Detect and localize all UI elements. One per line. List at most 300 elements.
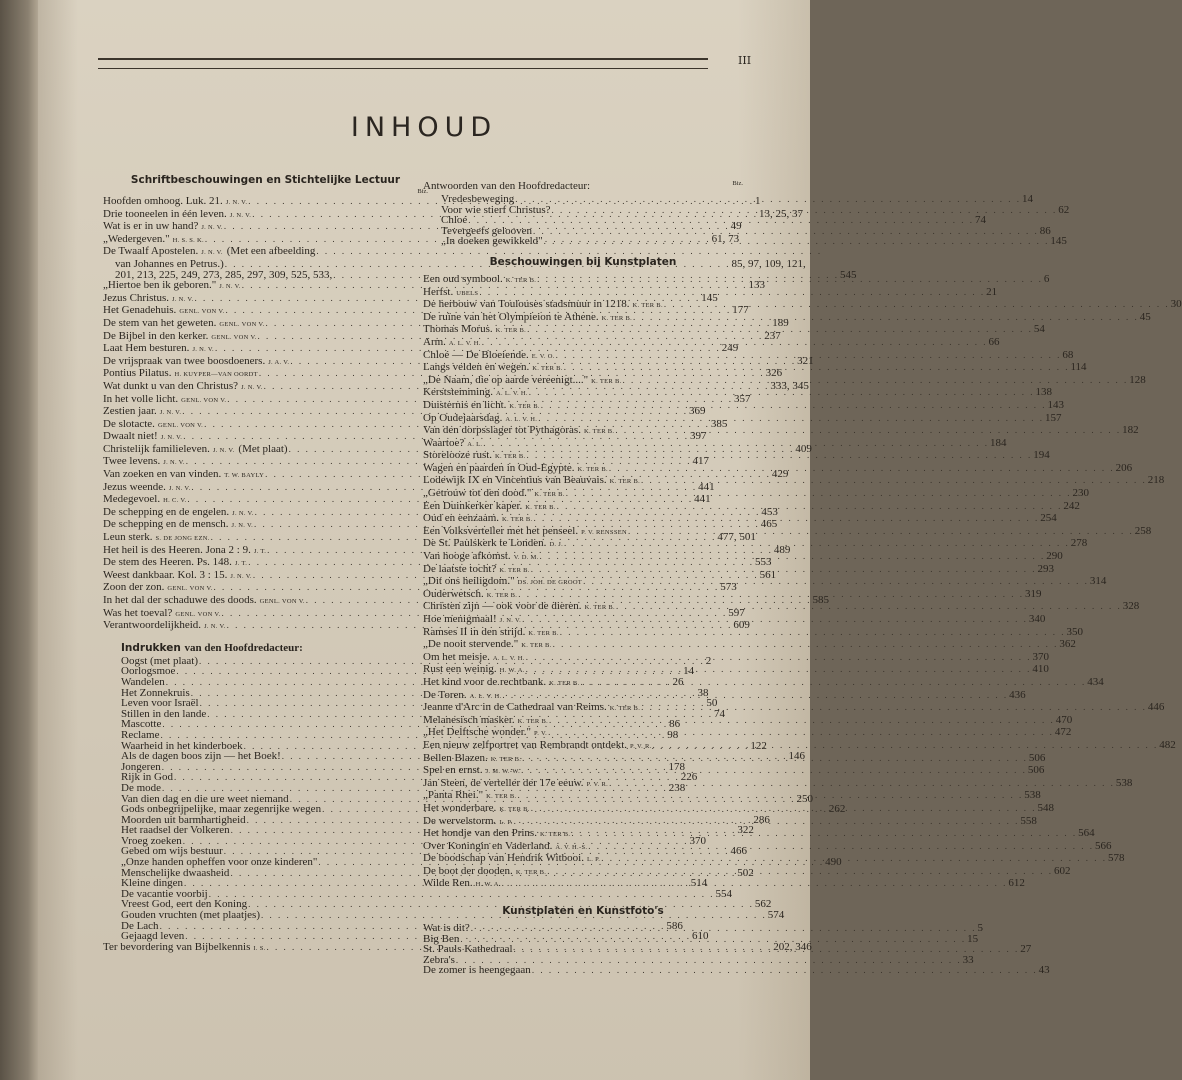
entry-page: 238 (668, 781, 686, 794)
page-title: INHOUD (350, 112, 498, 143)
entry-page: 293 (1037, 562, 1054, 575)
entry-page: 328 (1122, 600, 1140, 613)
entry-page: 74 (713, 707, 725, 720)
entry-page: 38 (697, 686, 709, 699)
entry-page: 612 (1008, 877, 1025, 890)
toc-entry (423, 675, 1104, 690)
leader-dots (623, 375, 1129, 386)
entry-title: Storelooze rust. (423, 449, 493, 462)
leader-dots (533, 226, 1039, 237)
entry-page: 558 (1020, 814, 1037, 827)
entry-title: Wat is dit? (423, 922, 470, 935)
leader-dots (564, 362, 1070, 373)
entry-title: Menschelijke dwaasheid (121, 866, 230, 879)
entry-page: 466 (730, 845, 747, 858)
leader-dots (549, 715, 1055, 726)
entry-page: 502 (737, 866, 754, 879)
entry-page: 1 (755, 195, 761, 207)
entry-title: Drie tooneelen in één leven. (103, 207, 227, 220)
entry-title: De Bijbel in den kerker. (103, 329, 209, 342)
entry-page: 122 (750, 739, 767, 752)
leader-dots (502, 686, 1008, 701)
entry-title: De vrijspraak van twee boosdoeners. (103, 354, 266, 367)
entry-page: 553 (754, 556, 772, 569)
entry-page: 98 (667, 728, 679, 741)
entry-title: Mascotte (121, 718, 162, 731)
entry-author: A. L. V. H. (505, 415, 538, 423)
leader-dots (526, 652, 1032, 663)
entry-title: Een nieuw zelfportret van Rembrandt ontdekt. (423, 738, 628, 751)
entry-title: De schepping en de engelen. (103, 505, 230, 518)
entry-title: Twee levens. (103, 455, 161, 468)
entry-author: J. N. V. (163, 459, 185, 467)
entry-page: 609 (733, 619, 750, 632)
entry-title: Als de dagen boos zijn — het Boek! (121, 750, 281, 763)
entry-page: 490 (825, 856, 842, 869)
entry-title: Gejaagd leven (121, 930, 185, 943)
entry-title: Vreest God, eert den Koning (121, 898, 248, 911)
entry-page: 133 (748, 279, 765, 292)
entry-title: Het kind voor de rechtbank. (423, 675, 547, 688)
entry-page: 182 (1122, 424, 1139, 437)
leader-dots (531, 803, 1037, 814)
entry-page: 230 (1072, 487, 1089, 500)
entry-title: Het Genadehuis. (103, 304, 177, 317)
entry-author: K. TER B. (528, 629, 559, 637)
entry-page: 177 (732, 304, 749, 317)
leader-dots (515, 194, 1021, 205)
entry-page: 278 (1070, 537, 1088, 550)
leader-dots (460, 934, 966, 945)
leader-dots (483, 438, 989, 449)
biz-label-right: Biz. (732, 180, 743, 187)
toc-entry (423, 424, 1139, 438)
entry-title: „In doeken gewikkeld" (441, 235, 543, 248)
entry-author: K. TER B. (584, 604, 615, 612)
entry-note: (Met plaat) (238, 442, 288, 455)
entry-author: K. TER B. (495, 453, 526, 461)
entry-page: 506 (1027, 764, 1045, 777)
entry-title: Zebra's (423, 953, 455, 966)
entry-author: K. TER B. (502, 516, 533, 524)
entry-page: 370 (1032, 650, 1049, 663)
entry-author: H. S. S. K. (172, 236, 204, 244)
entry-page: 554 (715, 887, 732, 900)
entry-page: 13, 25, 37 (758, 207, 803, 220)
leader-dots (532, 965, 1038, 976)
entry-title: De herbouw van Toulouses stadsmuur in 1218. (423, 298, 630, 311)
entry-title: Kerststemming. (423, 386, 493, 399)
leader-dots (641, 475, 1147, 486)
entry-title: Wat dunkt u van den Christus? (103, 379, 239, 392)
entry-title: Wandelen (121, 675, 165, 688)
entry-author: P. V. R. (586, 780, 609, 788)
entry-page: 74 (975, 214, 987, 227)
entry-page: 538 (1115, 776, 1133, 789)
entry-title: De Lach (121, 919, 159, 932)
entry-author: J. N. V. (201, 249, 223, 257)
leader-dots (588, 841, 1094, 852)
entry-page: 385 (710, 417, 728, 430)
entry-page: 506 (1028, 751, 1046, 764)
entry-author: H. W. A. (499, 667, 525, 675)
entry-page: 138 (1035, 386, 1052, 399)
entry-author: K. TER B. (534, 491, 565, 499)
entry-title: Zestien jaar. (103, 405, 157, 418)
entry-page: 472 (1054, 726, 1072, 739)
entry-page: 30 (1170, 298, 1182, 311)
entry-author: H. C. V. (163, 497, 187, 505)
leader-dots (615, 425, 1121, 436)
leader-dots (479, 287, 985, 298)
entry-author: GENL. VON V. (167, 585, 213, 593)
book-spine-shadow (0, 0, 40, 1080)
entry-title: Rijk in God (121, 771, 173, 784)
leader-dots (581, 677, 1087, 688)
leader-dots (514, 940, 1020, 955)
section-heading-indrukken (103, 642, 428, 654)
entry-title: Leun sterk. (103, 531, 153, 544)
entry-title: De St. Paulskerk te Londen. (423, 537, 547, 550)
entry-page: 409 (795, 442, 812, 455)
entry-title: Oogst (met plaat) (121, 654, 198, 667)
entry-author: K. TER B. (495, 327, 527, 335)
entry-page: 85, 97, 109, 121, (731, 257, 806, 270)
entry-page: 258 (1134, 524, 1152, 537)
entry-title: In het volle licht. (103, 392, 179, 405)
entry-author: K. TER B. (525, 503, 556, 511)
entry-title: „Wedergeven." (103, 232, 170, 245)
entry-author: A. L. V. H. (469, 692, 502, 700)
entry-page: 157 (1044, 411, 1062, 424)
entry-author: J. N. V. (201, 224, 223, 232)
entry-title: Van den dorpsslager tot Pythagoras. (423, 424, 581, 437)
entry-title: Jongeren (121, 760, 161, 773)
entry-title: Arm. (423, 335, 446, 348)
entry-page: 145 (701, 291, 718, 304)
entry-page: 27 (1020, 943, 1032, 956)
leader-dots (601, 853, 1107, 864)
entry-title: Laat Hem besturen. (103, 342, 190, 355)
entry-page: 249 (721, 342, 739, 355)
entry-author: K. TER B. (549, 679, 580, 687)
entry-page: 50 (706, 697, 718, 710)
leader-dots (557, 501, 1063, 512)
entry-author: A. L. (467, 440, 483, 448)
entry-page: 237 (764, 329, 781, 342)
entry-title: van Johannes en Petrus.) (115, 257, 224, 270)
leader-dots (518, 589, 1024, 600)
leader-dots (526, 664, 1032, 678)
leader-dots (566, 488, 1072, 499)
entry-author: T. W. BAYLY (224, 472, 265, 480)
entry-page: 145 (1050, 235, 1067, 248)
entry-page: 262 (828, 803, 846, 816)
entry-title: Spel en ernst. (423, 764, 483, 777)
entry-page: 321 (797, 354, 814, 367)
leader-dots (560, 627, 1066, 638)
entry-author: K. TER B. (532, 365, 563, 373)
entry-title: Thomas Morus. (423, 323, 493, 336)
entry-author: K. TER B. (499, 566, 530, 574)
entry-page: 189 (772, 316, 789, 329)
entry-author: P. V. RENSSEN (581, 528, 628, 536)
entry-page: 410 (1032, 663, 1049, 676)
entry-title: Reclame (121, 728, 160, 741)
entry-page: 441 (698, 480, 715, 493)
entry-page: 573 (720, 581, 737, 594)
entry-author: K. TER B. (591, 377, 622, 385)
entry-author: UBELS (456, 289, 479, 297)
entry-title: Ramses II in den strijd. (423, 625, 526, 638)
entry-title: „Getrouw tot den dood." (423, 487, 532, 500)
entry-author: V. D. M. (513, 554, 539, 562)
entry-title: Bellen Blazen. (423, 751, 488, 764)
entry-title: Moorden uit barmhartigheid (121, 813, 246, 826)
entry-page: 242 (1063, 499, 1080, 512)
leader-dots (628, 526, 1134, 537)
entry-author: K. TER B. (577, 465, 608, 473)
entry-title: Tevergeefs gelooven (441, 224, 532, 237)
entry-author: H. W. A. (475, 881, 501, 889)
entry-author: L. P. (499, 818, 513, 826)
entry-page: 250 (796, 792, 813, 805)
leader-dots (522, 750, 1028, 764)
entry-title: „Panta Rhei." (423, 789, 484, 802)
entry-author: GENL. VON V. (175, 610, 221, 618)
toc-entry (423, 919, 984, 935)
entry-page: 357 (734, 392, 751, 405)
leader-dots (633, 312, 1139, 323)
page-number: III (738, 54, 752, 67)
entry-author: A. L. V. H. (492, 654, 525, 662)
leader-dots (482, 337, 988, 348)
entry-page: 436 (1009, 688, 1026, 701)
entry-page: 68 (1062, 348, 1074, 361)
entry-title: Langs velden en wegen. (423, 361, 530, 374)
entry-title: Van hooge afkomst. (423, 550, 511, 563)
entry-title: „Onze handen opheffen voor onze kinderen" (121, 856, 318, 869)
entry-title: De zomer is heengegaan (423, 964, 531, 977)
entry-title: „De nooit stervende." (423, 638, 519, 651)
entry-title: Jezus weende. (103, 480, 166, 493)
leader-dots (609, 778, 1115, 789)
entry-title: Verantwoordelijkheid. (103, 619, 202, 632)
entry-title: Op Oudejaarsdag. (423, 411, 503, 424)
entry-title: Was het toeval? (103, 606, 173, 619)
entry-title: De mode (121, 781, 162, 794)
entry-title: Jan Steen, de verteller der 17e eeuw. (423, 776, 584, 789)
entry-title: Waartoe? (423, 436, 465, 449)
entry-author: A. L. V. H. (448, 339, 481, 347)
entry-title: St. Pauls Kathedraal (423, 943, 513, 956)
entry-title: „De Naam, die op aarde vereenigt...." (423, 373, 589, 386)
entry-author: J. N. V. (232, 509, 254, 517)
leader-dots (616, 601, 1122, 612)
leader-dots (556, 350, 1062, 361)
entry-title: De schepping en de mensch. (103, 518, 229, 531)
entry-author: J. N. V. (219, 283, 241, 291)
biz-label: Biz. (417, 188, 428, 195)
leader-dots (531, 564, 1037, 575)
entry-author: K. TER B. (632, 302, 663, 310)
entry-title: De boodschap van Hendrik Witbooi. (423, 852, 584, 865)
entry-title: Christelijk familieleven. (103, 442, 210, 455)
leader-dots (583, 576, 1089, 587)
entry-page: 397 (689, 430, 707, 443)
entry-page: 43 (1038, 964, 1050, 977)
leader-dots (529, 387, 1035, 398)
entry-page: 2 (705, 654, 712, 667)
entry-page: 254 (1040, 512, 1057, 525)
entry-page: 226 (680, 771, 698, 784)
entry-title: De stem des Heeren. Ps. 148. (103, 556, 232, 569)
entry-title: Het raadsel der Volkeren (121, 824, 230, 837)
entry-title: Vroeg zoeken (121, 834, 182, 847)
toc-entry (423, 449, 1050, 463)
toc-entry (423, 964, 1050, 977)
entry-title: Het wonderbare. (423, 801, 497, 814)
entry-page: 561 (759, 568, 777, 581)
entry-title: Vredesbeweging (441, 193, 515, 205)
section-heading-antwoorden (423, 180, 743, 192)
entry-title: Zoon der zon. (103, 581, 165, 594)
entry-page: 114 (1070, 361, 1087, 374)
entry-author: J. N. V. (212, 446, 235, 454)
section-heading-beschouwingen: Beschouwingen bij Kunstplaten (489, 255, 677, 268)
entry-author: J. N. V. (159, 409, 182, 417)
entry-author: K. TER B. (609, 478, 641, 486)
leader-dots (548, 727, 1054, 738)
entry-title: Oorlogsmoe (121, 665, 176, 678)
entry-title: „Het Delftsche wonder." (423, 726, 532, 739)
entry-author: K. TER B. (521, 642, 552, 650)
entry-page: 489 (773, 543, 791, 556)
leader-dots (541, 400, 1047, 411)
entry-author: K. TER B. (486, 591, 518, 599)
entry-title: Voor wie stierf Christus? (441, 203, 551, 216)
entry-author: J. A. V. (268, 358, 290, 366)
entry-page: 564 (1078, 827, 1095, 840)
entry-title: Duisternis en licht. (423, 398, 507, 411)
entry-page: 597 (728, 606, 745, 619)
entry-title: Pontius Pilatus. (103, 367, 172, 380)
entry-page: 33 (962, 953, 974, 966)
entry-page: 146 (788, 750, 806, 763)
entry-author: J. N. V. (160, 434, 183, 442)
toc-entry (423, 193, 1034, 205)
entry-page: 350 (1066, 625, 1083, 638)
entry-page: 54 (1033, 323, 1045, 336)
entry-title: De boot der dooden. (423, 864, 513, 877)
entry-page: 326 (765, 367, 783, 380)
entry-page: 218 (1147, 474, 1165, 487)
indrukken-label: Indrukken (121, 641, 181, 654)
entry-title: De stem van het geweten. (103, 316, 217, 329)
entry-page: 178 (668, 760, 685, 773)
entry-title: Ouderwetsch. (423, 587, 484, 600)
entry-title: In het dal der schaduwe des doods. (103, 594, 257, 606)
entry-author: DS. JOH. DE GROOT (517, 579, 583, 587)
entry-page: 482 (1159, 738, 1176, 751)
entry-page: 143 (1047, 398, 1065, 411)
section-heading-schriftbeschouwingen: Schriftbeschouwingen en Stichtelijke Lectuur (130, 174, 401, 186)
entry-author: K. TER B. (509, 402, 540, 410)
entry-page: 441 (694, 493, 711, 506)
entry-note: (Met een afbeelding (226, 245, 316, 258)
entry-page: 15 (967, 932, 979, 945)
leader-dots (547, 866, 1053, 877)
entry-page: 453 (761, 505, 778, 518)
entry-title: Waarheid in het kinderboek (121, 739, 243, 752)
leader-dots (653, 740, 1159, 751)
leader-dots (538, 413, 1044, 424)
entry-author: S. DE JONG EZN. (155, 535, 210, 543)
entry-title: Ter bevordering van Bijbelkennis (103, 940, 251, 953)
leader-dots (537, 274, 1043, 285)
entry-title: Het Zonnekruis (121, 686, 190, 699)
entry-author: J. N. V. (241, 383, 263, 391)
entry-title: Big Ben (423, 932, 460, 945)
leader-dots (564, 538, 1070, 549)
entry-author: J. N. V. (229, 211, 252, 219)
leader-dots (456, 955, 962, 966)
document-page (38, 0, 1182, 1080)
entry-title: Oud en eenzaam. (423, 512, 500, 525)
entry-title: „Dit ons heiligdom." (423, 575, 515, 588)
entry-page: 477, 501 (717, 531, 756, 544)
toc-entry (423, 701, 1165, 715)
entry-title: Jeanne d'Arc in de Cathedraal van Reims. (423, 701, 607, 714)
entry-page: 45 (1139, 310, 1151, 323)
entry-page: 184 (990, 436, 1007, 449)
leader-dots (468, 215, 974, 226)
entry-author: K. TER B. (505, 276, 537, 284)
entry-page: 362 (1059, 638, 1076, 651)
entry-author: J. N. V. (231, 522, 254, 530)
entry-page: 370 (689, 834, 706, 847)
entry-page: 562 (754, 898, 772, 911)
entry-page: 202, 346 (773, 940, 812, 953)
entry-author: GENL. VON V. (219, 320, 265, 328)
leader-dots (533, 513, 1039, 524)
entry-title: Hoofden omhoog. Luk. 21. (103, 195, 223, 207)
toc-entry (423, 877, 1025, 891)
leader-dots (553, 639, 1059, 650)
entry-title: Om het meisje. (423, 650, 490, 663)
entry-page: 26 (672, 675, 684, 688)
entry-title: De wervelstorm. (423, 814, 497, 827)
toc-entry (423, 764, 1045, 778)
entry-page: 465 (760, 518, 778, 531)
entry-author: K. TER B. (515, 868, 547, 876)
entry-page: 470 (1055, 713, 1073, 726)
entry-page: 340 (1028, 613, 1046, 625)
leader-dots (517, 790, 1023, 801)
leader-dots (664, 299, 1170, 310)
leader-dots (641, 702, 1147, 713)
leader-dots (514, 813, 1020, 827)
entry-title: Wat is er in uw hand? (103, 220, 199, 233)
entry-author: J. N. V. (168, 484, 191, 492)
entry-title: Het hondje van den Prins. (423, 827, 537, 840)
entry-page: 86 (1039, 224, 1051, 237)
entry-page: 61, 73 (711, 232, 740, 245)
entry-title: Chloé — De Bloeiende. (423, 348, 529, 361)
entry-author: P. V. (534, 730, 548, 738)
entry-page: 610 (691, 930, 709, 943)
entry-author: J. N. V. (499, 617, 522, 624)
